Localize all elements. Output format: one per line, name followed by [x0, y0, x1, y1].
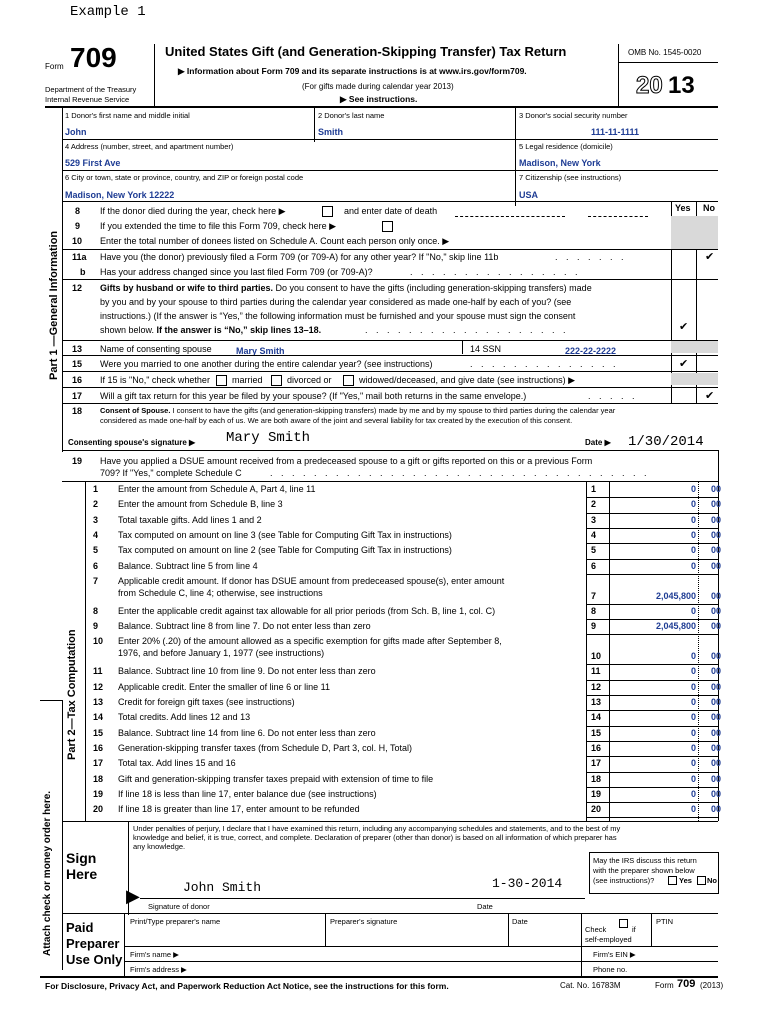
p2-line-number: 1	[93, 484, 99, 494]
p2-line-text: Applicable credit amount. If donor has DSUE amount from predeceased spouse(s), enter amount	[118, 575, 505, 586]
p2-dollars[interactable]: 0	[690, 773, 696, 784]
p2-box-number: 14	[591, 712, 602, 723]
p2-box-number: 20	[591, 804, 602, 815]
p2-cents[interactable]: 00	[711, 788, 722, 799]
p2-line-number: 17	[93, 758, 104, 769]
address[interactable]: 529 First Ave	[65, 158, 121, 168]
here-label: Here	[66, 866, 98, 882]
address-label: 4 Address (number, street, and apartment number)	[65, 142, 234, 151]
p2-dollars[interactable]: 0	[690, 697, 696, 707]
p2-line-text: Balance. Subtract line 10 from line 9. Do not enter less than zero	[118, 666, 376, 677]
line19-text2: 709? If "Yes," complete Schedule C	[100, 468, 242, 478]
irs-yes-checkbox[interactable]	[668, 876, 677, 885]
line11a-no-check[interactable]: ✔	[705, 251, 715, 263]
line19-text: Have you applied a DSUE amount received from a predeceased spouse to a gift or gifts reported on this or a previous Form	[100, 456, 593, 466]
p2-line-text: Total tax. Add lines 15 and 16	[118, 758, 236, 769]
p2-box-number: 15	[591, 727, 602, 738]
year-bold: 13	[668, 72, 695, 99]
p2-line-text: Applicable credit. Enter the smaller of line 6 or line 11	[118, 681, 330, 692]
preparer-label: Preparer	[66, 936, 120, 951]
irs-discuss-1: May the IRS discuss this return	[593, 856, 697, 865]
p2-dollars[interactable]: 0	[690, 727, 696, 738]
footer-notice: For Disclosure, Privacy Act, and Paperwork Reduction Act Notice, see the instructions for this form.	[45, 981, 449, 991]
p2-box-number: 1	[591, 484, 597, 494]
p2-cents[interactable]: 00	[711, 605, 722, 616]
p2-box-number: 12	[591, 681, 602, 692]
p2-line-number: 14	[93, 712, 104, 723]
p2-line-text: Balance. Subtract line 8 from line 7. Do not enter less than zero	[118, 621, 371, 632]
p2-line-text: Gift and generation-skipping transfer taxes prepaid with extension of time to file	[118, 773, 434, 784]
donor-signature[interactable]: John Smith	[183, 880, 262, 895]
widowed-checkbox[interactable]	[343, 375, 354, 386]
p2-dollars[interactable]: 0	[690, 681, 696, 692]
footer-form-number: 709	[677, 978, 696, 990]
paid-label: Paid	[66, 920, 94, 935]
p2-cents[interactable]: 00	[711, 621, 722, 632]
donor-first-name[interactable]: John	[65, 127, 87, 137]
p2-box-number: 4	[591, 529, 597, 540]
line10-text: Enter the total number of donees listed on Schedule A. Count each person only once. ▶	[100, 236, 450, 246]
p2-box-number: 10	[591, 651, 602, 662]
p2-cents[interactable]: 00	[711, 514, 722, 525]
p2-line-number: 4	[93, 529, 99, 540]
p2-line-number: 15	[93, 727, 104, 738]
p2-cents[interactable]: 00	[711, 666, 722, 677]
p2-cents[interactable]: 00	[711, 758, 722, 769]
use-only-label: Use Only	[66, 952, 123, 967]
p2-box-number: 17	[591, 758, 602, 769]
p2-box-number: 9	[591, 621, 597, 632]
spouse-date-label: Date ▶	[585, 438, 611, 447]
donor-first-name-label: 1 Donor's first name and middle initial	[65, 111, 190, 120]
p2-dollars[interactable]: 0	[690, 499, 696, 510]
p2-line-number: 7	[93, 575, 99, 586]
p2-dollars[interactable]: 0	[690, 560, 696, 571]
p2-line-number: 10	[93, 636, 104, 647]
line12-yes-check[interactable]: ✔	[679, 321, 689, 333]
line17-no-check[interactable]: ✔	[705, 390, 715, 402]
firm-name-label: Firm's name ▶	[130, 950, 179, 959]
p2-line-text2: 1976, and before January 1, 1977 (see instructions)	[118, 648, 325, 659]
line12-bold: Gifts by husband or wife to third parties.	[100, 283, 274, 293]
irs-discuss-2: with the preparer shown below	[593, 866, 695, 875]
line8-date-label: and enter date of death	[344, 206, 438, 216]
perjury2: knowledge and belief, it is true, correct, and complete. Declaration of preparer (other than donor) is based on all information of which preparer has	[133, 833, 617, 842]
donor-ssn-label: 3 Donor's social security number	[519, 111, 628, 120]
p2-box-number: 18	[591, 773, 602, 784]
p2-box-number: 8	[591, 605, 597, 616]
p2-line-text: Credit for foreign gift taxes (see instructions)	[118, 697, 295, 707]
p2-cents[interactable]: 00	[711, 804, 722, 815]
p2-line-text: If line 18 is less than line 17, enter balance due (see instructions)	[118, 788, 377, 799]
line14-label: 14 SSN	[470, 344, 502, 354]
dept-treasury: Department of the Treasury	[45, 85, 137, 94]
p2-box-number: 13	[591, 697, 602, 707]
p2-dollars[interactable]: 0	[690, 742, 696, 753]
p2-box-number: 19	[591, 788, 602, 799]
city-label: 6 City or town, state or province, country, and ZIP or foreign postal code	[65, 173, 304, 182]
donor-last-name-label: 2 Donor's last name	[318, 111, 385, 120]
p2-line-number: 9	[93, 621, 99, 632]
p2-dollars[interactable]: 0	[690, 514, 696, 525]
p2-line-number: 20	[93, 804, 104, 815]
p2-box-number: 7	[591, 590, 597, 601]
domicile[interactable]: Madison, New York	[519, 158, 601, 168]
irs-no-checkbox[interactable]	[697, 876, 706, 885]
line13-text: Name of consenting spouse	[100, 344, 212, 354]
p2-line-text: Enter the applicable credit against tax allowable for all prior periods (from Sch. B, line 1, col. C)	[118, 605, 496, 616]
line12-text3: instructions.) (If the answer is “Yes,” the following information must be furnished and your spouse must sign the consent	[100, 311, 576, 321]
donor-last-name[interactable]: Smith	[318, 127, 344, 137]
line15-yes-check[interactable]: ✔	[679, 358, 689, 370]
death-date-field[interactable]	[455, 216, 565, 217]
self-employed-label: self-employed	[585, 935, 632, 944]
p2-line-number: 19	[93, 788, 104, 799]
line8-checkbox[interactable]	[322, 206, 333, 217]
p2-cents[interactable]: 00	[711, 742, 722, 753]
p2-dollars[interactable]: 0	[690, 712, 696, 723]
p2-line-text: Balance. Subtract line 5 from line 4	[118, 560, 258, 571]
p2-dollars[interactable]: 0	[690, 545, 696, 556]
line15-text: Were you married to one another during the entire calendar year? (see instructions)	[100, 359, 433, 369]
line12-text2: by you and by your spouse to third parties during the calendar year considered as made one-half by each of you? (see	[100, 297, 572, 307]
ptin-label: PTIN	[656, 917, 674, 926]
married-checkbox[interactable]	[216, 375, 227, 386]
p2-box-number: 16	[591, 742, 602, 753]
donor-sig-label: Signature of donor	[148, 902, 210, 911]
firm-ein-label: Firm's EIN ▶	[593, 950, 636, 959]
attach-label: Attach check or money order here.	[42, 790, 53, 956]
p2-cents[interactable]: 00	[711, 681, 722, 692]
p2-cents[interactable]: 00	[711, 727, 722, 738]
form-title: United States Gift (and Generation-Skipping Transfer) Tax Return	[165, 44, 567, 59]
p2-dollars[interactable]: 0	[690, 484, 696, 494]
p2-dollars[interactable]: 0	[690, 529, 696, 540]
line17-text: Will a gift tax return for this year be filed by your spouse? (If "Yes," mail both returns in the same envelope.)	[100, 391, 527, 401]
p2-dollars[interactable]: 0	[690, 605, 696, 616]
spouse-sig-label: Consenting spouse's signature ▶	[68, 438, 196, 447]
p2-cents[interactable]: 00	[711, 651, 722, 662]
p2-line-text: Enter the amount from Schedule B, line 3	[118, 499, 283, 510]
p2-box-number: 5	[591, 545, 597, 556]
city[interactable]: Madison, New York 12222	[65, 190, 175, 200]
p2-cents[interactable]: 00	[711, 529, 722, 540]
p2-line-number: 16	[93, 742, 104, 753]
p2-cents[interactable]: 00	[711, 712, 722, 723]
irs-discuss-3: (see instructions)?	[593, 876, 655, 885]
donor-date-label: Date	[477, 902, 493, 911]
p2-line-text: Total taxable gifts. Add lines 1 and 2	[118, 514, 262, 525]
p2-line-text: Balance. Subtract line 14 from line 6. Do not enter less than zero	[118, 727, 376, 738]
p2-dollars[interactable]: 2,045,800	[655, 590, 696, 601]
example-label: Example 1	[70, 4, 146, 20]
no-header: No	[703, 203, 715, 213]
line11a-text: Have you (the donor) previously filed a Form 709 (or 709-A) for any other year? If "No," skip line 11b	[100, 252, 499, 262]
form-number: 709	[70, 42, 117, 73]
yes-header: Yes	[675, 203, 691, 213]
p2-box-number: 3	[591, 514, 597, 525]
p2-box-number: 11	[591, 666, 601, 677]
firm-address-label: Firm's address ▶	[130, 965, 187, 974]
p2-box-number: 6	[591, 560, 597, 571]
calendar-year-line: (For gifts made during calendar year 2013)	[302, 82, 454, 91]
p2-line-number: 13	[93, 697, 104, 707]
irs-label: Internal Revenue Service	[45, 95, 130, 104]
sign-label: Sign	[66, 850, 97, 866]
p2-dollars[interactable]: 0	[690, 666, 696, 677]
part1-label: Part 1 —General Information	[48, 230, 60, 380]
p2-line-number: 2	[93, 499, 99, 510]
p2-line-text: Enter 20% (.20) of the amount allowed as a specific exemption for gifts made after September 8,	[118, 636, 502, 647]
spouse-ssn[interactable]: 222-22-2222	[565, 346, 617, 356]
p2-cents[interactable]: 00	[711, 697, 722, 707]
spouse-date[interactable]: 1/30/2014	[628, 434, 704, 450]
p2-dollars[interactable]: 0	[690, 804, 696, 815]
p2-line-number: 12	[93, 681, 104, 692]
line16-text: If 15 is "No," check whether	[100, 375, 210, 385]
preparer-name-label: Print/Type preparer's name	[130, 917, 221, 926]
perjury3: any knowledge.	[133, 842, 186, 851]
perjury1: Under penalties of perjury, I declare that I have examined this return, including any accompanying schedules and statements, and to the best of my	[133, 824, 621, 833]
self-employed-checkbox[interactable]	[619, 919, 628, 928]
p2-dollars[interactable]: 0	[690, 758, 696, 769]
year-outline: 20	[636, 72, 663, 99]
line11b-text: Has your address changed since you last filed Form 709 (or 709-A)?	[100, 267, 373, 277]
consent-bold: Consent of Spouse.	[100, 406, 171, 415]
see-instructions: ▶ See instructions.	[340, 94, 418, 104]
spouse-name[interactable]: Mary Smith	[236, 346, 285, 356]
p2-dollars[interactable]: 0	[690, 651, 696, 662]
p2-cents[interactable]: 00	[711, 773, 722, 784]
part2-label: Part 2—Tax Computation	[66, 629, 78, 760]
preparer-date-label: Date	[512, 917, 528, 926]
p2-cents[interactable]: 00	[711, 499, 722, 510]
p2-line-text: Generation-skipping transfer taxes (from Schedule D, Part 3, col. H, Total)	[118, 742, 412, 753]
p2-line-text: Total credits. Add lines 12 and 13	[118, 712, 251, 723]
line8-text: If the donor died during the year, check here ▶	[100, 206, 286, 216]
p2-cents[interactable]: 00	[711, 545, 722, 556]
p2-line-number: 6	[93, 560, 99, 571]
spouse-signature[interactable]: Mary Smith	[226, 430, 311, 446]
p2-line-text: Tax computed on amount on line 3 (see Table for Computing Gift Tax in instructions)	[118, 529, 452, 540]
p2-line-text: Tax computed on amount on line 2 (see Table for Computing Gift Tax in instructions)	[118, 545, 452, 556]
p2-line-number: 5	[93, 545, 99, 556]
p2-dollars[interactable]: 0	[690, 788, 696, 799]
citizenship-label: 7 Citizenship (see instructions)	[519, 173, 622, 182]
p2-cents[interactable]: 00	[711, 560, 722, 571]
p2-cents[interactable]: 00	[711, 590, 722, 601]
p2-dollars[interactable]: 2,045,800	[655, 621, 696, 632]
info-line: ▶ Information about Form 709 and its separate instructions is at www.irs.gov/form709.	[178, 66, 527, 76]
p2-line-number: 8	[93, 605, 99, 616]
p2-line-number: 3	[93, 514, 99, 525]
citizenship[interactable]: USA	[519, 190, 539, 200]
domicile-label: 5 Legal residence (domicile)	[519, 142, 613, 151]
consent-text2: considered as made one-half by each of us. We are both aware of the joint and several liability for tax created by the execution of this consent.	[100, 416, 573, 425]
omb-number: OMB No. 1545-0020	[628, 48, 702, 57]
p2-cents[interactable]: 00	[711, 484, 722, 494]
form-prefix: Form	[45, 62, 64, 71]
line9-text: If you extended the time to file this Form 709, check here ▶	[100, 221, 337, 231]
phone-label: Phone no.	[593, 965, 628, 974]
donor-date[interactable]: 1-30-2014	[492, 876, 563, 891]
cat-number: Cat. No. 16783M	[560, 981, 621, 990]
line9-checkbox[interactable]	[382, 221, 393, 232]
divorced-checkbox[interactable]	[271, 375, 282, 386]
preparer-sig-label: Preparer's signature	[330, 917, 398, 926]
donor-ssn[interactable]: 111-11-1111	[591, 127, 640, 137]
p2-box-number: 2	[591, 499, 597, 510]
p2-line-number: 18	[93, 773, 104, 784]
p2-line-number: 11	[93, 666, 103, 677]
p2-line-text2: from Schedule C, line 4; otherwise, see instructions	[118, 587, 323, 598]
p2-line-text: Enter the amount from Schedule A, Part 4, line 11	[118, 484, 316, 494]
p2-line-text: If line 18 is greater than line 17, enter amount to be refunded	[118, 804, 360, 815]
